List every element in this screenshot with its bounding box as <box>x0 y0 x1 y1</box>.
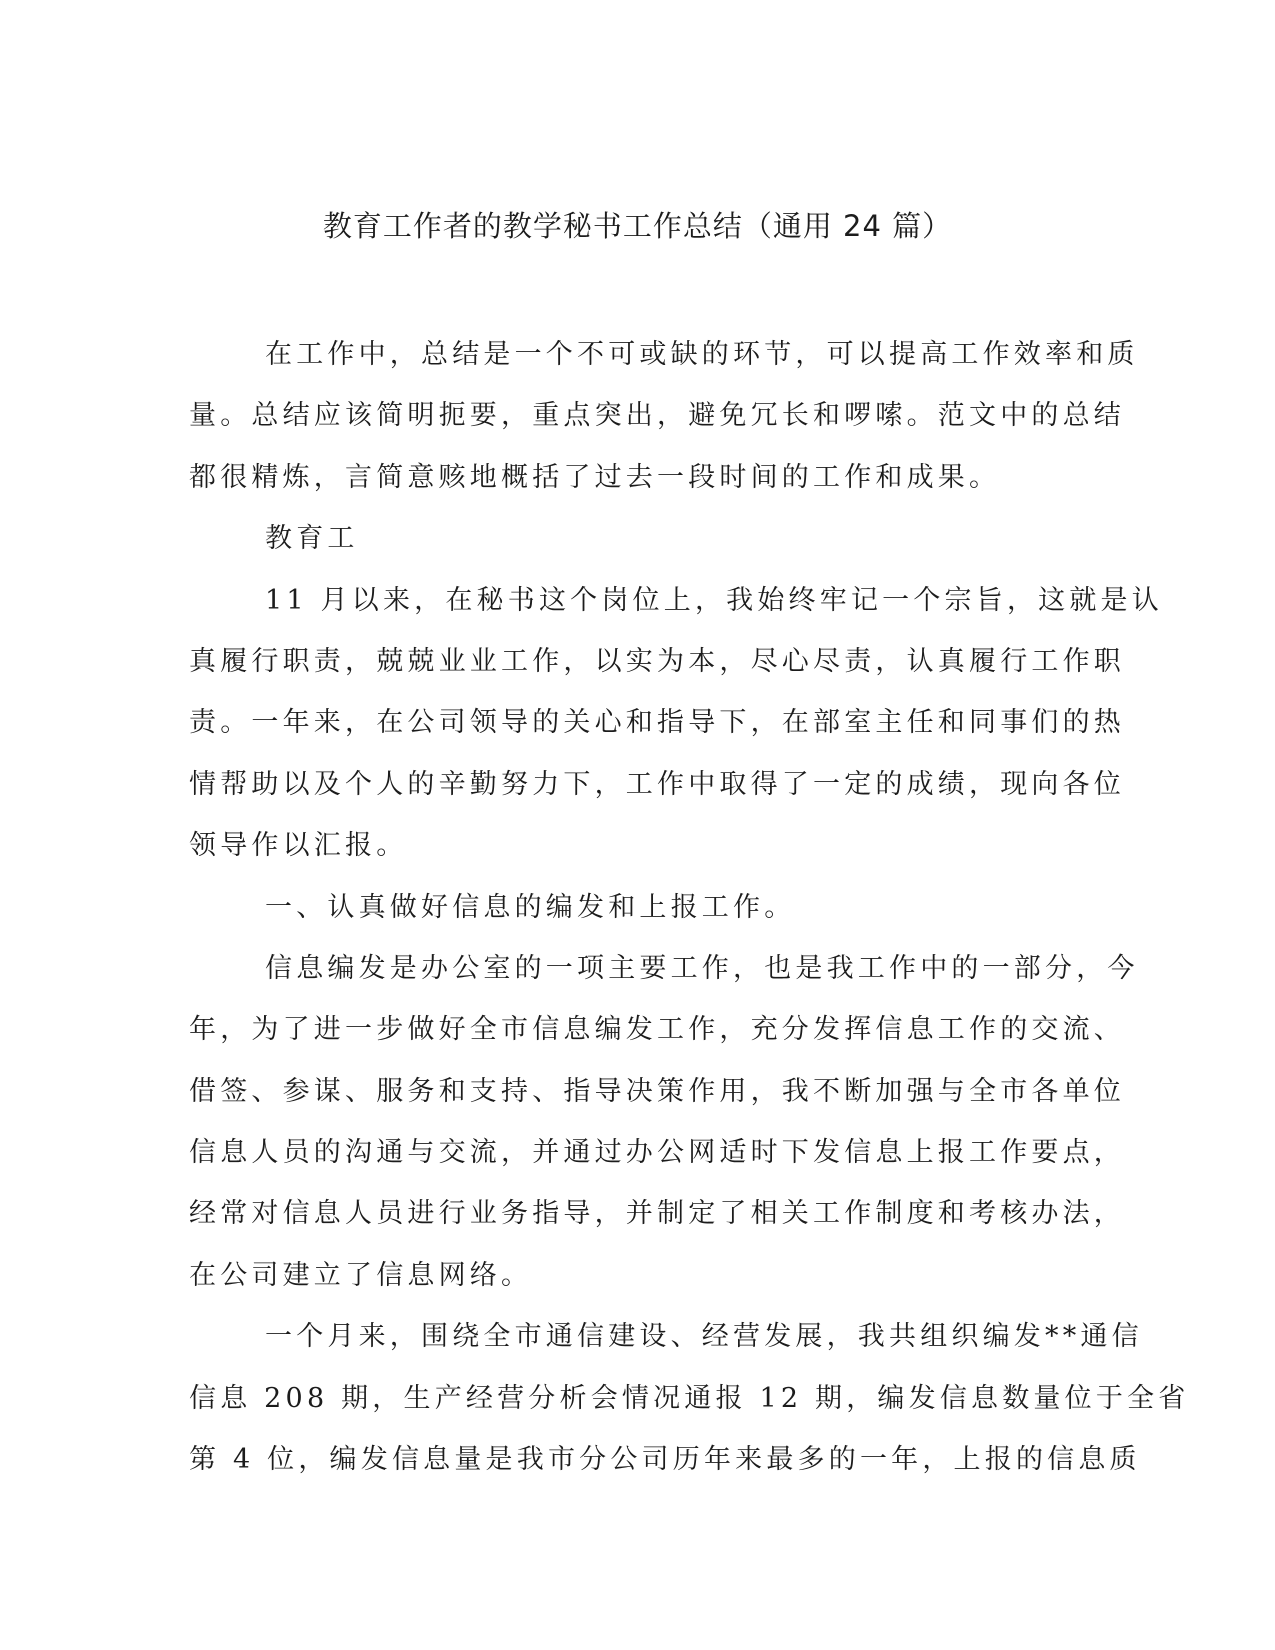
document-body <box>189 324 1190 1490</box>
text-line: 量。总结应该简明扼要，重点突出，避免冗长和啰嗦。范文中的总结 <box>189 400 1125 432</box>
text-line: 在公司建立了信息网络。 <box>189 1259 533 1291</box>
text-line: 经常对信息人员进行业务指导，并制定了相关工作制度和考核办法， <box>189 1198 1125 1230</box>
text-line: 在工作中，总结是一个不可或缺的环节，可以提高工作效率和质 <box>265 339 1139 370</box>
text-line: 年，为了进一步做好全市信息编发工作，充分发挥信息工作的交流、 <box>189 1014 1125 1046</box>
text-line: 信息编发是办公室的一项主要工作，也是我工作中的一部分，今 <box>265 952 1139 984</box>
text-line: 领导作以汇报。 <box>189 830 408 862</box>
text-line: 信息 208 期，生产经营分析会情况通报 12 期，编发信息数量位于全省 <box>189 1382 1190 1414</box>
text-line: 一个月来，围绕全市通信建设、经营发展，我共组织编发**通信 <box>265 1321 1143 1353</box>
text-line: 第 4 位，编发信息量是我市分公司历年来最多的一年，上报的信息质 <box>189 1444 1141 1476</box>
text-line: 信息人员的沟通与交流，并通过办公网适时下发信息上报工作要点， <box>189 1137 1125 1169</box>
text-line: 情帮助以及个人的辛勤努力下，工作中取得了一定的成绩，现向各位 <box>189 768 1125 800</box>
text-line: 借签、参谋、服务和支持、指导决策作用，我不断加强与全市各单位 <box>189 1075 1125 1107</box>
text-line: 教育工 <box>265 523 359 555</box>
text-line: 责。一年来，在公司领导的关心和指导下，在部室主任和同事们的热 <box>189 707 1125 739</box>
text-line: 都很精炼，言简意赅地概括了过去一段时间的工作和成果。 <box>189 461 1001 493</box>
text-line: 11 月以来，在秘书这个岗位上，我始终牢记一个宗旨，这就是认 <box>265 584 1163 616</box>
document-title: 教育工作者的教学秘书工作总结（通用 24 篇） <box>322 209 953 243</box>
text-line: 真履行职责，兢兢业业工作，以实为本，尽心尽责，认真履行工作职 <box>189 645 1125 677</box>
text-line: 一、认真做好信息的编发和上报工作。 <box>265 891 796 923</box>
